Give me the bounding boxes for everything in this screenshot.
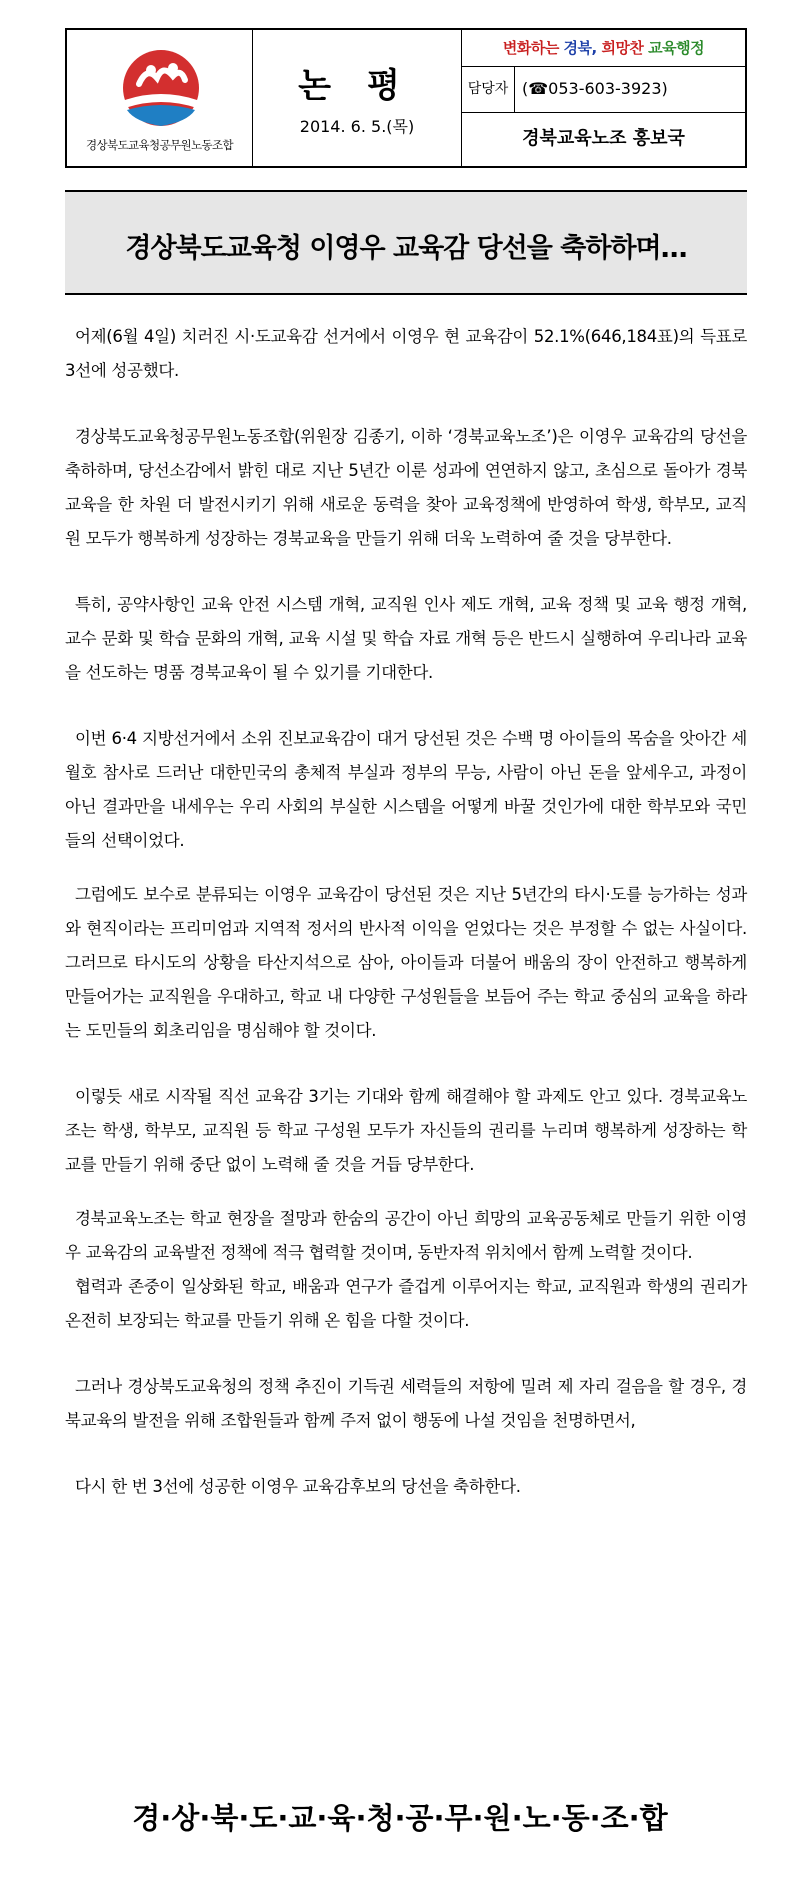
slogan-part-3: 희망찬 — [601, 39, 649, 57]
slogan-part-2: 경북, — [563, 39, 602, 57]
body-text — [65, 320, 747, 1504]
contact-label: 담당자 — [462, 66, 515, 112]
paragraph: 그럼에도 보수로 분류되는 이영우 교육감이 당선된 것은 지난 5년간의 타시·도를 능가하는 성과와 현직이라는 프리미엄과 지역적 정서의 반사적 이익을 얻었다는 것은 부정할 수 없는 사실이다. 그러므로 타시도의 상황을 타산지석으로 삼아, 아이들과 더불어 배움의 장이 안전하고 행복하게 만들어가는 교직원을 우대하고, 학교 내 다양한 구성원들을 보듬어 주는 학교 중심의 교육을 하라는 도민들의 회초리임을 명심해야 할 것이다. — [65, 885, 747, 1040]
contact-row — [462, 66, 745, 113]
doc-date: 2014. 6. 5.(목) — [299, 117, 415, 136]
slogan-part-4: 교육행정 — [648, 39, 705, 57]
doc-type-cell — [253, 30, 462, 166]
slogan — [462, 30, 745, 67]
footer-union-name: 경·상·북·도·교·육·청·공·무·원·노·동·조·합 — [132, 1801, 668, 1835]
doc-type-title: 논평 — [298, 66, 436, 106]
paragraph: 경북교육노조는 학교 현장을 절망과 한숨의 공간이 아닌 희망의 교육공동체로 만들기 위한 이영우 교육감의 교육발전 정책에 적극 협력할 것이며, 동반자적 위치에서 함께 노력할 것이다. — [65, 1209, 747, 1262]
paragraph: 어제(6월 4일) 치러진 시·도교육감 선거에서 이영우 현 교육감이 52.1%(646,184표)의 득표로 3선에 성공했다. — [65, 327, 747, 380]
contact-phone: (☎053-603-3923) — [522, 79, 668, 98]
slogan-part-1: 변화하는 — [502, 39, 564, 57]
paragraph: 그러나 경상북도교육청의 정책 추진이 기득권 세력들의 저항에 밀려 제 자리 걸음을 할 경우, 경북교육의 발전을 위해 조합원들과 함께 주저 없이 행동에 나설 것임을 천명하면서, — [65, 1377, 747, 1430]
paragraph: 경상북도교육청공무원노동조합(위원장 김종기, 이하 ‘경북교육노조’)은 이영우 교육감의 당선을 축하하며, 당선소감에서 밝힌 대로 지난 5년간 이룬 성과에 연연하지 않고, 초심으로 돌아가 경북교육을 한 차원 더 발전시키기 위해 새로운 동력을 찾아 교육정책에 반영하여 학생, 학부모, 교직원 모두가 행복하게 성장하는 경북교육을 만들기 위해 더욱 노력하여 줄 것을 당부한다. — [65, 427, 747, 548]
union-logo — [121, 48, 201, 128]
paragraph: 협력과 존중이 일상화된 학교, 배움과 연구가 즐겁게 이루어지는 학교, 교직원과 학생의 권리가 온전히 보장되는 학교를 만들기 위해 온 힘을 다할 것이다. — [65, 1277, 747, 1330]
paragraph: 이번 6·4 지방선거에서 소위 진보교육감이 대거 당선된 것은 수백 명 아이들의 목숨을 앗아간 세월호 참사로 드러난 대한민국의 총체적 부실과 정부의 무능, 사람이 아닌 돈을 앞세우고, 과정이 아닌 결과만을 내세우는 우리 사회의 부실한 시스템을 어떻게 바꿀 것인가에 대한 학부모와 국민들의 선택이었다. — [65, 729, 747, 850]
headline-box — [65, 190, 747, 295]
paragraph: 이렇듯 새로 시작될 직선 교육감 3기는 기대와 함께 해결해야 할 과제도 안고 있다. 경북교육노조는 학생, 학부모, 교직원 등 학교 구성원 모두가 자신들의 권리를 누리며 행복하게 성장하는 학교를 만들기 위해 중단 없이 노력해 줄 것을 거듭 당부한다. — [65, 1087, 747, 1174]
paragraph: 다시 한 번 3선에 성공한 이영우 교육감후보의 당선을 축하한다. — [75, 1477, 521, 1496]
headline: 경상북도교육청 이영우 교육감 당선을 축하하며… — [125, 233, 687, 264]
department: 경북교육노조 홍보국 — [522, 128, 685, 149]
header-table — [65, 28, 747, 168]
paragraph: 특히, 공약사항인 교육 안전 시스템 개혁, 교직원 인사 제도 개혁, 교육 정책 및 교육 행정 개혁, 교수 문화 및 학습 문화의 개혁, 교육 시설 및 학습 자료 개혁 등은 반드시 실행하여 우리나라 교육을 선도하는 명품 경북교육이 될 수 있기를 기대한다. — [65, 595, 747, 682]
logo-cell — [67, 30, 253, 166]
union-name-small: 경상북도교육청공무원노동조합 — [85, 138, 234, 152]
info-cell — [462, 30, 745, 166]
